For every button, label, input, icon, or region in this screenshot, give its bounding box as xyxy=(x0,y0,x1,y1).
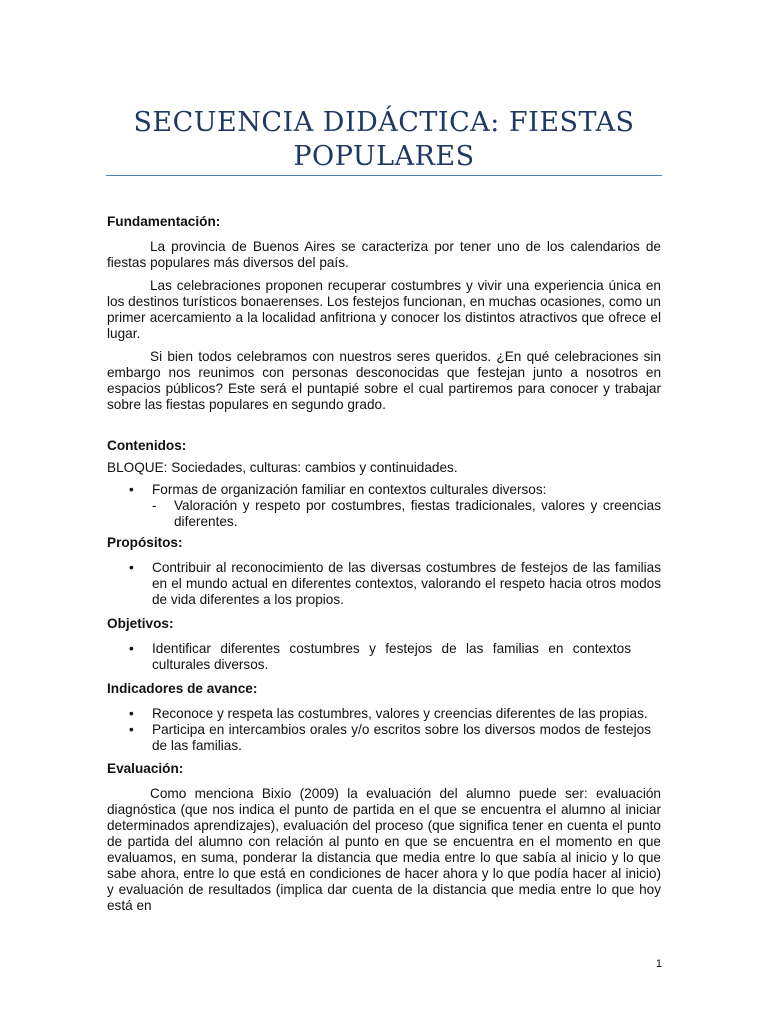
list-item-text: Identificar diferentes costumbres y festejos de las familias en contextos culturales diversos. xyxy=(152,641,631,672)
list-item-text: Reconoce y respeta las costumbres, valores y creencias diferentes de las propias. xyxy=(152,706,648,721)
bullet-icon: • xyxy=(129,706,134,721)
objetivos-list xyxy=(107,641,661,673)
sub-list-item-text: Valoración y respeto por costumbres, fiestas tradicionales, valores y creencias diferentes. xyxy=(174,498,661,529)
bullet-icon: • xyxy=(129,482,134,497)
bloque-line: BLOQUE: Sociedades, culturas: cambios y continuidades. xyxy=(107,460,458,475)
section-heading-fundamentacion: Fundamentación: xyxy=(107,214,221,229)
contenidos-list xyxy=(107,482,661,498)
sub-list-item xyxy=(107,498,661,530)
bullet-icon: • xyxy=(129,641,134,656)
list-item-text: Contribuir al reconocimiento de las diversas costumbres de festejos de las familias en el mundo actual en diferentes contextos, valorando el respeto hacia otros modos de vida diferentes a los propios. xyxy=(152,560,661,607)
dash-icon: - xyxy=(152,498,157,513)
section-heading-propositos: Propósitos: xyxy=(107,535,183,550)
document-body xyxy=(107,214,661,914)
section-heading-contenidos: Contenidos: xyxy=(107,438,187,453)
bullet-icon: • xyxy=(129,560,134,575)
list-item xyxy=(107,560,661,608)
list-item xyxy=(107,722,661,754)
propositos-list xyxy=(107,560,661,608)
paragraph: La provincia de Buenos Aires se caracteriza por tener uno de los calendarios de fiestas populares más diversos del país. xyxy=(107,239,661,270)
section-heading-evaluacion: Evaluación: xyxy=(107,761,184,776)
title-divider xyxy=(106,175,662,176)
list-item xyxy=(107,641,661,673)
paragraph: Las celebraciones proponen recuperar costumbres y vivir una experiencia única en los destinos turísticos bonaerenses. Los festejos funcionan, en muchas ocasiones, como un primer acercamiento a la localidad anfitriona y conocer los distintos atractivos que ofrece el lugar. xyxy=(107,278,661,341)
list-item-text: Participa en intercambios orales y/o escritos sobre los diversos modos de festejos de las familias. xyxy=(152,722,651,753)
page-number: 1 xyxy=(655,958,662,970)
section-heading-indicadores: Indicadores de avance: xyxy=(107,681,258,696)
paragraph: Si bien todos celebramos con nuestros seres queridos. ¿En qué celebraciones sin embargo nos reunimos con personas desconocidas que festejan junto a nosotros en espacios públicos? Este será el puntapié sobre el cual partiremos para conocer y trabajar sobre las fiestas populares en segundo grado. xyxy=(107,349,661,412)
paragraph: Como menciona Bixio (2009) la evaluación del alumno puede ser: evaluación diagnóstica (que nos indica el punto de partida en el que se encuentra el alumno al iniciar determinados aprendizajes), evaluación del proceso (que significa tener en cuenta el punto de partida del alumno con relación al punto en que se encuentra en el momento en que evaluamos, en suma, ponderar la distancia que media entre lo que sabía al inicio y lo que sabe ahora, entre lo que está en condiciones de hacer ahora y lo que podía hacer al inicio) y evaluación de resultados (implica dar cuenta de la distancia que media entre lo que hoy está en xyxy=(107,786,661,913)
list-item-text: Formas de organización familiar en contextos culturales diversos: xyxy=(152,482,547,497)
section-heading-objetivos: Objetivos: xyxy=(107,616,174,631)
bullet-icon: • xyxy=(129,722,134,737)
document-title: SECUENCIA DIDÁCTICA: FIESTAS POPULARES xyxy=(133,107,635,172)
list-item xyxy=(107,706,661,722)
list-item xyxy=(107,482,661,498)
indicadores-list xyxy=(107,706,661,754)
